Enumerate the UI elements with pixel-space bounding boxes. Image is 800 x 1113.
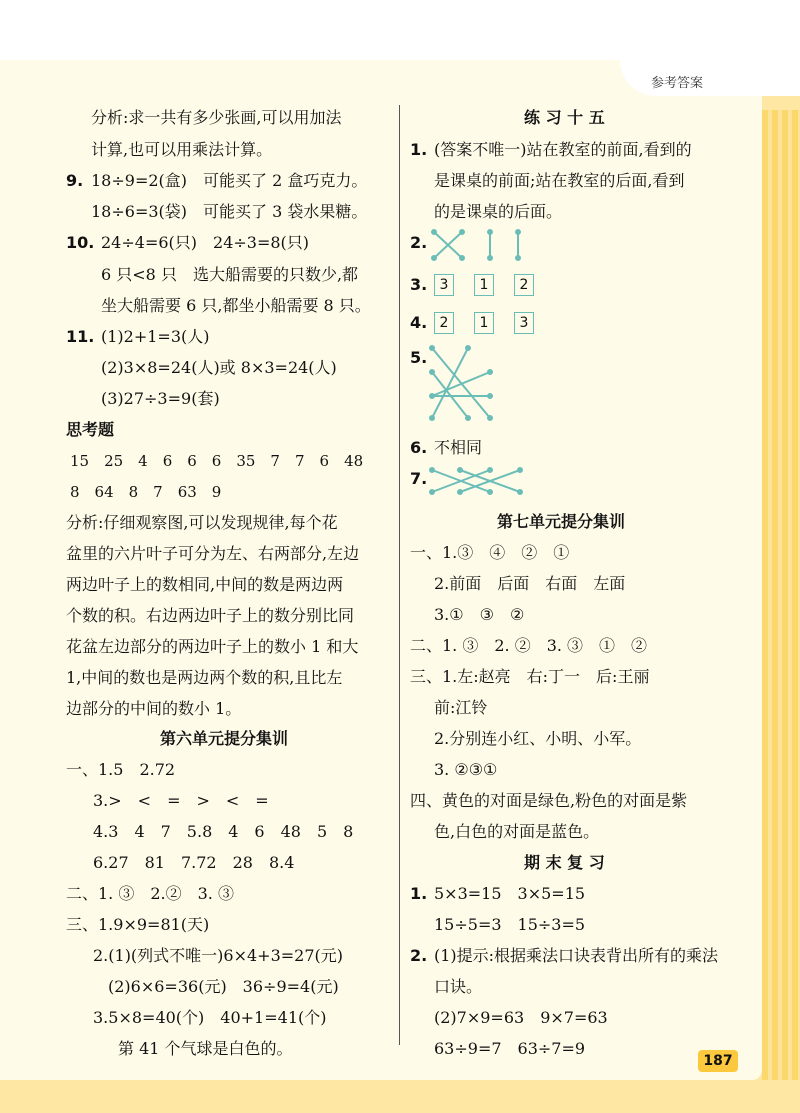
header-curve (620, 60, 800, 96)
right-line-14: 2.分别连小红、小明、小军。 (434, 729, 642, 748)
column-divider (399, 105, 400, 1045)
left-line-26: 2.(1)(列式不唯一)6×4+3=27(元) (93, 946, 344, 965)
matching-diagram-5 (428, 344, 498, 424)
matching-diagram-7 (428, 466, 528, 498)
left-line-17: 花盆左边部分的两边叶子上的数小 1 和大 (66, 637, 359, 656)
question-number-9: 9. (66, 171, 84, 190)
right-line-6: 不相同 (434, 438, 483, 457)
left-line-12: 8 64 8 7 63 9 (70, 483, 222, 501)
review-number-1: 1. (410, 884, 428, 903)
section-title-unit6: 第六单元提分集训 (160, 729, 289, 748)
section-title-exercise15: 练 习 十 五 (524, 108, 605, 127)
answer-box: 1 (474, 274, 494, 296)
question-number-10: 10. (66, 233, 95, 252)
right-line-10: 3.① ③ ② (434, 605, 525, 624)
right-line-23: 63÷9=7 63÷7=9 (434, 1039, 586, 1058)
answer-box: 2 (514, 274, 534, 296)
page-number: 187 (698, 1050, 738, 1072)
right-line-15: 3. ②③① (434, 760, 498, 779)
left-line-14: 盆里的六片叶子可分为左、右两部分,左边 (66, 544, 360, 563)
left-line-21: 3.> < = > < = (93, 791, 269, 810)
left-line-16: 个数的积。右边两边叶子上的数分别比同 (66, 606, 355, 625)
right-line-20: (1)提示:根据乘法口诀表背出所有的乘法 (434, 946, 719, 965)
left-line-2: 计算,也可以用乘法计算。 (91, 140, 273, 159)
left-line-8: (1)2+1=3(人) (101, 327, 210, 346)
review-number-2: 2. (410, 946, 428, 965)
left-line-22: 4.3 4 7 5.8 4 6 48 5 8 (93, 822, 354, 841)
left-line-9: (2)3×8=24(人)或 8×3=24(人) (101, 358, 337, 377)
right-line-21: 口诀。 (434, 977, 483, 996)
left-line-10: (3)27÷3=9(套) (101, 389, 220, 408)
right-line-16: 四、黄色的对面是绿色,粉色的对面是紫 (410, 791, 688, 810)
right-line-11: 二、1. ③ 2. ② 3. ③ ① ② (410, 636, 648, 655)
right-line-2: 是课桌的前面;站在教室的后面,看到 (434, 171, 685, 190)
matching-diagram-2 (430, 228, 530, 262)
left-line-3: 18÷9=2(盒) 可能买了 2 盒巧克力。 (91, 171, 368, 190)
section-title-review: 期 末 复 习 (524, 853, 605, 872)
r-number-7: 7. (410, 469, 428, 488)
r-number-3: 3. (410, 275, 428, 294)
left-line-11: 15 25 4 6 6 6 35 7 7 6 48 (70, 452, 364, 470)
left-line-13: 分析:仔细观察图,可以发现规律,每个花 (66, 513, 338, 532)
right-line-9: 2.前面 后面 右面 左面 (434, 574, 626, 593)
right-line-22: (2)7×9=63 9×7=63 (434, 1008, 608, 1027)
r-number-1: 1. (410, 140, 428, 159)
left-line-25: 三、1.9×9=81(天) (66, 915, 210, 934)
left-line-7: 坐大船需要 6 只,都坐小船需要 8 只。 (101, 296, 371, 315)
right-line-13: 前:江铃 (434, 698, 488, 717)
left-line-5: 24÷4=6(只) 24÷3=8(只) (101, 233, 310, 252)
section-title-thinking: 思考题 (66, 420, 115, 439)
right-line-8: 一、1.③ ④ ② ① (410, 543, 570, 562)
left-line-15: 两边叶子上的数相同,中间的数是两边两 (66, 575, 344, 594)
answer-box: 3 (514, 312, 534, 334)
left-line-23: 6.27 81 7.72 28 8.4 (93, 853, 295, 872)
header-label: 参考答案 (651, 76, 704, 91)
right-line-18: 5×3=15 3×5=15 (434, 884, 586, 903)
r-number-5: 5. (410, 348, 428, 367)
top-margin (0, 0, 800, 60)
left-line-20: 一、1.5 2.72 (66, 760, 176, 779)
answer-box: 3 (434, 274, 454, 296)
answer-boxes-4 (434, 312, 554, 334)
left-line-4: 18÷6=3(袋) 可能买了 3 袋水果糖。 (91, 202, 368, 221)
right-line-3: 的是课桌的后面。 (434, 202, 563, 221)
left-line-29: 第 41 个气球是白色的。 (118, 1039, 293, 1058)
r-number-6: 6. (410, 438, 428, 457)
right-line-12: 三、1.左:赵亮 右:丁一 后:王丽 (410, 667, 650, 686)
left-line-6: 6 只<8 只 选大船需要的只数少,都 (101, 265, 359, 284)
section-title-unit7: 第七单元提分集训 (497, 512, 626, 531)
side-stripes (762, 110, 800, 1090)
answer-box: 1 (474, 312, 494, 334)
left-line-28: 3.5×8=40(个) 40+1=41(个) (93, 1008, 327, 1027)
right-line-19: 15÷5=3 15÷3=5 (434, 915, 586, 934)
r-number-4: 4. (410, 313, 428, 332)
answer-boxes-3 (434, 274, 554, 296)
left-line-24: 二、1. ③ 2.② 3. ③ (66, 884, 234, 903)
right-line-1: (答案不唯一)站在教室的前面,看到的 (434, 140, 692, 159)
right-line-17: 色,白色的对面是蓝色。 (434, 822, 600, 841)
r-number-2: 2. (410, 233, 428, 252)
answer-box: 2 (434, 312, 454, 334)
left-line-27: (2)6×6=36(元) 36÷9=4(元) (108, 977, 339, 996)
left-line-18: 1,中间的数也是两边两个数的积,且比左 (66, 668, 343, 687)
question-number-11: 11. (66, 327, 95, 346)
left-line-1: 分析:求一共有多少张画,可以用加法 (91, 108, 342, 127)
left-line-19: 边部分的中间的数小 1。 (66, 699, 242, 718)
bottom-band (0, 1080, 800, 1113)
